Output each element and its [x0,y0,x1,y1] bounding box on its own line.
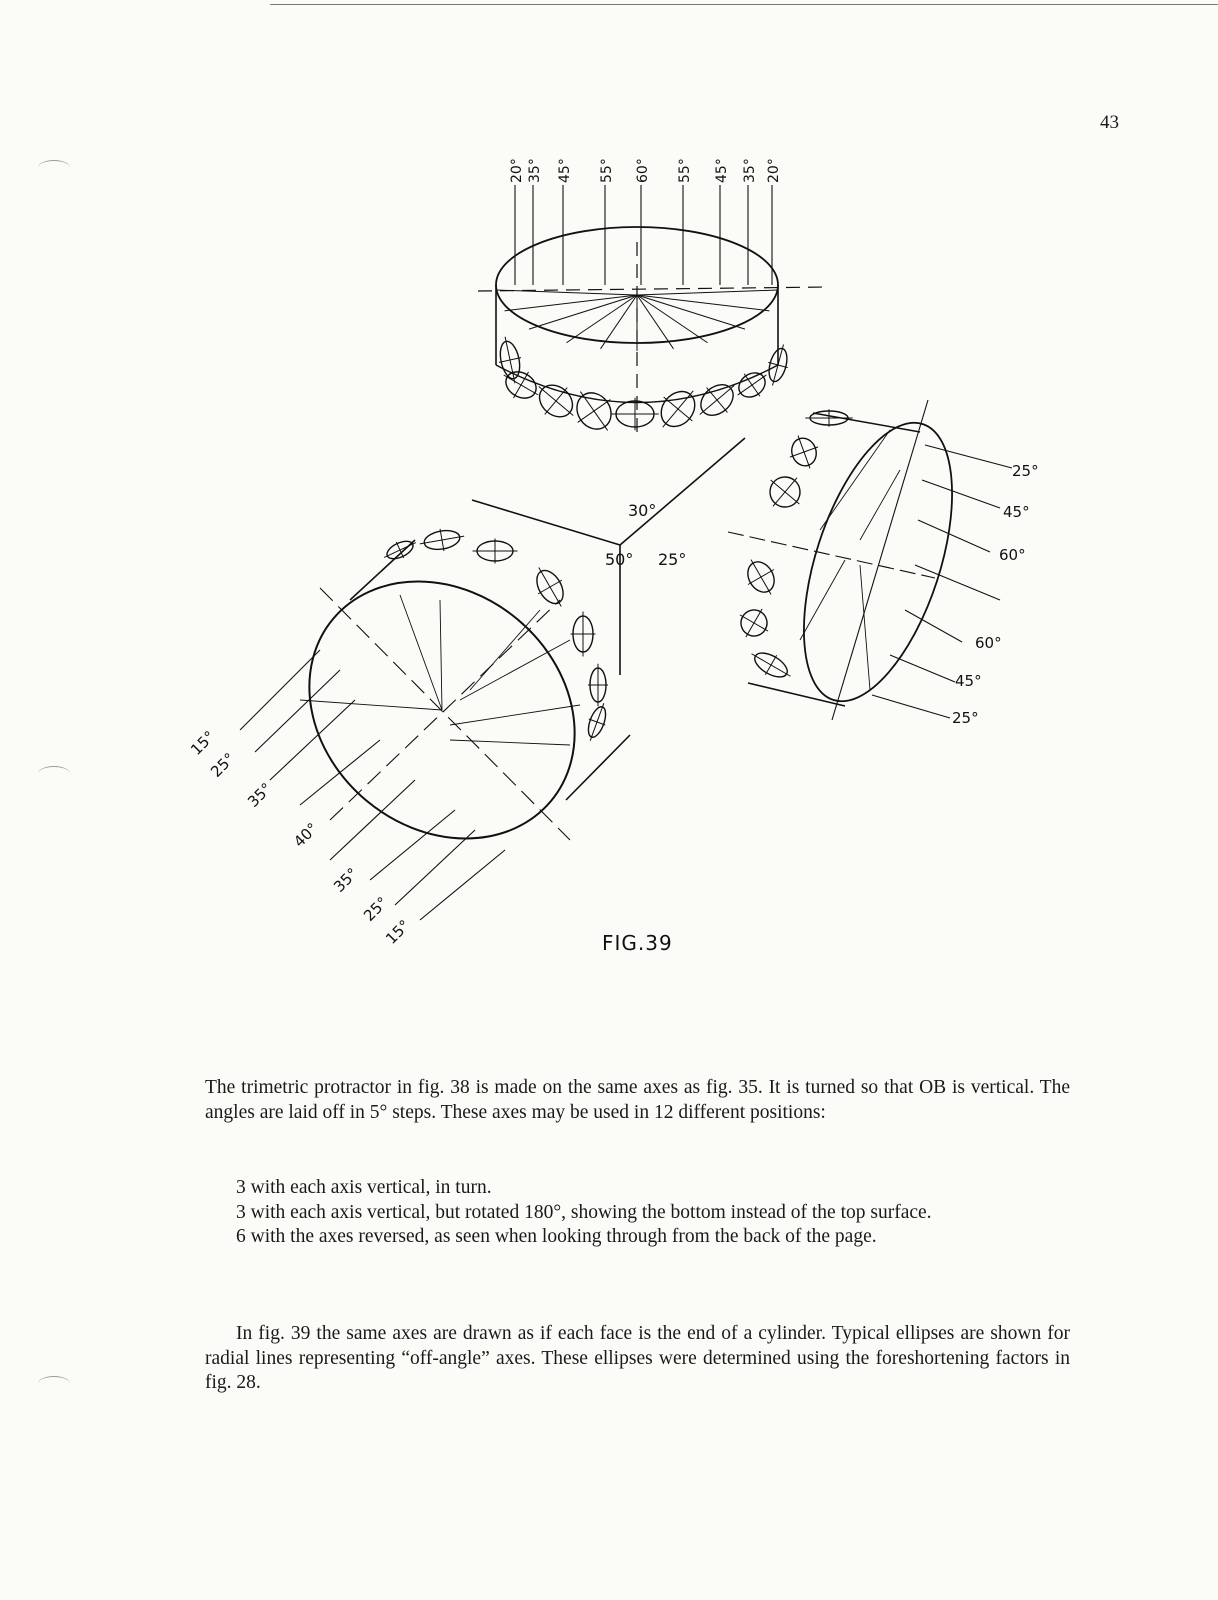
list-item: 3 with each axis vertical, but rotated 180°, showing the bottom instead of the top surface. [236,1201,932,1223]
radial-line [470,610,540,690]
ellipse-axis-line [539,568,562,607]
angle-label: 30° [628,501,657,520]
angle-label: 15° [187,727,219,759]
radial-line [637,295,745,329]
cylinder-side-line [350,540,415,600]
radial-line [400,595,442,710]
projection-line [890,655,955,682]
ellipse-axis-line [707,388,728,413]
projection-line [300,740,380,805]
radial-line [637,290,778,295]
ellipse-axis-line [765,655,776,674]
ellipse-axis-line [514,372,529,398]
projection-line [872,695,950,718]
radial-line [860,470,900,540]
projection-line [255,670,340,752]
angle-label: 25° [207,749,239,781]
axis-line-left [472,500,620,545]
list-item: 3 with each axis vertical, in turn. [236,1177,492,1198]
angle-label: 60° [999,546,1026,564]
figure-caption: FIG.39 [602,931,673,955]
angle-label: 55° [599,158,615,183]
positions-list [236,1176,1070,1250]
angle-label: 25° [360,893,392,925]
projection-line [925,445,1012,468]
angle-label: 45° [714,158,730,183]
ellipse-axis-line [545,388,567,415]
ellipse-axis-line [751,560,771,595]
angle-label: 60° [635,158,651,183]
ellipse-axis-line [746,609,762,637]
radial-line [300,700,442,710]
radial-line [450,705,580,725]
angle-label: 45° [557,158,573,183]
radial-line [800,560,845,640]
projection-line [395,830,475,905]
angle-label: 35° [527,158,543,183]
radial-line [440,600,442,710]
projection-line [240,650,320,730]
list-item: 6 with the axes reversed, as seen when looking through from the back of the page. [236,1226,877,1247]
angle-label: 25° [658,550,687,569]
angle-label: 40° [290,819,322,851]
angle-label: 35° [742,158,758,183]
ellipse-axis-line [798,436,810,469]
projection-line [330,780,415,860]
radial-line [637,295,673,349]
cylinder-side-line [748,683,845,706]
angle-label: 25° [1012,462,1039,480]
paragraph-2: In fig. 39 the same axes are drawn as if each face is the end of a cylinder. Typical ellipses are shown for radial lines representing “off-angle” axes. These ellipses were determined using the foreshortening factors in fig. 28. [205,1323,1070,1393]
axis-line-right [620,438,745,545]
page-number: 43 [1100,112,1119,133]
ellipse-axis-line [773,478,797,507]
angle-label: 50° [605,550,634,569]
radial-line [820,430,890,530]
angle-label: 20° [509,158,525,183]
angle-label: 35° [244,779,276,811]
projection-line [918,520,990,552]
projection-line [370,810,455,880]
radial-line [460,640,570,700]
angle-label: 25° [952,709,979,727]
angle-label: 45° [1003,503,1030,521]
angle-label: 15° [382,916,414,948]
radial-line [496,290,637,295]
angle-label: 20° [766,158,782,183]
radial-line [529,295,637,329]
binder-hole-mark [38,1376,70,1391]
ellipse-axis-line [578,400,611,423]
ellipse-axis-line [664,397,693,421]
angle-label: 35° [330,864,362,896]
projection-line [915,565,1000,600]
radial-line [450,740,570,745]
angle-label: 60° [975,634,1002,652]
angle-label: 55° [677,158,693,183]
projection-line [922,480,1000,508]
projection-line [420,850,505,920]
angle-label: 45° [955,672,982,690]
radial-line [601,295,637,349]
paragraph-1: The trimetric protractor in fig. 38 is made on the same axes as fig. 35. It is turned so that OB is vertical. The angles are laid off in 5° steps. These axes may be used in 12 different positions: [205,1077,1070,1123]
face-axis-line [728,532,935,578]
face-axis-line [320,588,570,840]
radial-line [860,565,870,690]
face-axis-line [832,400,928,720]
cylinder-side-line [566,735,630,800]
